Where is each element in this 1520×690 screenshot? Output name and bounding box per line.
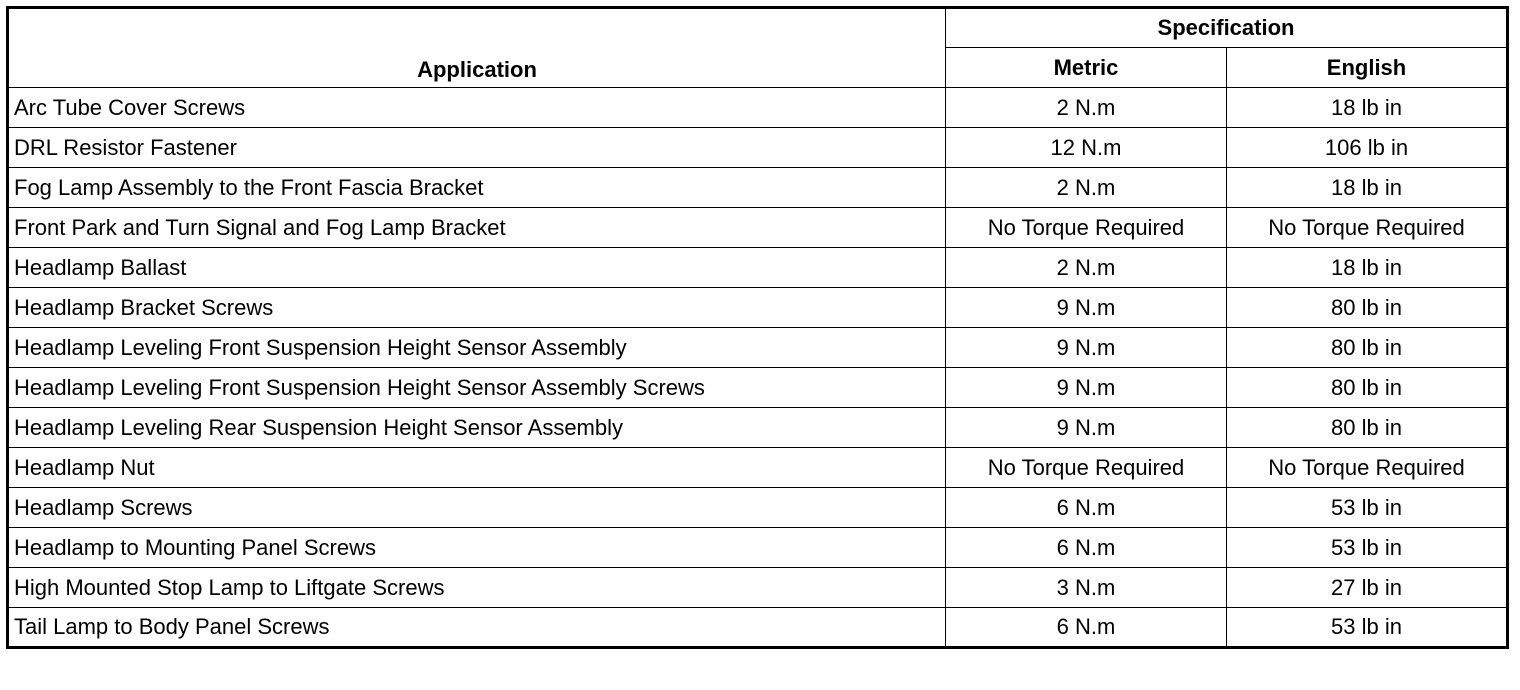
table-row (8, 408, 1508, 448)
application-cell: Headlamp Leveling Front Suspension Height Sensor Assembly Screws (8, 368, 946, 408)
table-header (8, 8, 1508, 88)
table-row (8, 128, 1508, 168)
english-cell: 80 lb in (1227, 328, 1508, 368)
table-row (8, 608, 1508, 648)
application-cell: DRL Resistor Fastener (8, 128, 946, 168)
metric-cell: 2 N.m (946, 248, 1227, 288)
application-cell: Headlamp Bracket Screws (8, 288, 946, 328)
application-cell: Arc Tube Cover Screws (8, 88, 946, 128)
application-cell: Headlamp Screws (8, 488, 946, 528)
english-cell: 18 lb in (1227, 168, 1508, 208)
english-cell: 80 lb in (1227, 288, 1508, 328)
metric-cell: No Torque Required (946, 448, 1227, 488)
metric-cell: 9 N.m (946, 408, 1227, 448)
application-cell: Headlamp Leveling Rear Suspension Height Sensor Assembly (8, 408, 946, 448)
english-cell: 53 lb in (1227, 608, 1508, 648)
table-row (8, 88, 1508, 128)
table-body (8, 88, 1508, 648)
application-cell: Headlamp Nut (8, 448, 946, 488)
english-cell: 18 lb in (1227, 88, 1508, 128)
table-row (8, 248, 1508, 288)
table-row (8, 208, 1508, 248)
metric-cell: 9 N.m (946, 328, 1227, 368)
application-cell: Headlamp to Mounting Panel Screws (8, 528, 946, 568)
application-cell: Fog Lamp Assembly to the Front Fascia Bracket (8, 168, 946, 208)
metric-cell: 9 N.m (946, 368, 1227, 408)
application-cell: Tail Lamp to Body Panel Screws (8, 608, 946, 648)
english-cell: No Torque Required (1227, 208, 1508, 248)
header-row-top (8, 8, 1508, 48)
application-cell: Front Park and Turn Signal and Fog Lamp Bracket (8, 208, 946, 248)
metric-cell: 6 N.m (946, 528, 1227, 568)
english-cell: 106 lb in (1227, 128, 1508, 168)
application-cell: Headlamp Leveling Front Suspension Height Sensor Assembly (8, 328, 946, 368)
application-cell: High Mounted Stop Lamp to Liftgate Screws (8, 568, 946, 608)
application-cell: Headlamp Ballast (8, 248, 946, 288)
metric-cell: 2 N.m (946, 168, 1227, 208)
table-row (8, 568, 1508, 608)
english-cell: 53 lb in (1227, 528, 1508, 568)
english-cell: 80 lb in (1227, 408, 1508, 448)
table-row (8, 448, 1508, 488)
english-cell: 53 lb in (1227, 488, 1508, 528)
english-cell: 80 lb in (1227, 368, 1508, 408)
table-row (8, 528, 1508, 568)
metric-cell: 3 N.m (946, 568, 1227, 608)
english-column-header: English (1227, 48, 1508, 88)
table-row (8, 288, 1508, 328)
fastener-specification-table (6, 6, 1509, 649)
metric-cell: 2 N.m (946, 88, 1227, 128)
table-row (8, 168, 1508, 208)
specification-group-header: Specification (946, 8, 1508, 48)
application-column-header: Application (8, 8, 946, 88)
metric-cell: No Torque Required (946, 208, 1227, 248)
metric-column-header: Metric (946, 48, 1227, 88)
metric-cell: 12 N.m (946, 128, 1227, 168)
english-cell: 27 lb in (1227, 568, 1508, 608)
metric-cell: 6 N.m (946, 608, 1227, 648)
table-row (8, 488, 1508, 528)
metric-cell: 9 N.m (946, 288, 1227, 328)
metric-cell: 6 N.m (946, 488, 1227, 528)
table-row (8, 328, 1508, 368)
english-cell: 18 lb in (1227, 248, 1508, 288)
english-cell: No Torque Required (1227, 448, 1508, 488)
table-row (8, 368, 1508, 408)
